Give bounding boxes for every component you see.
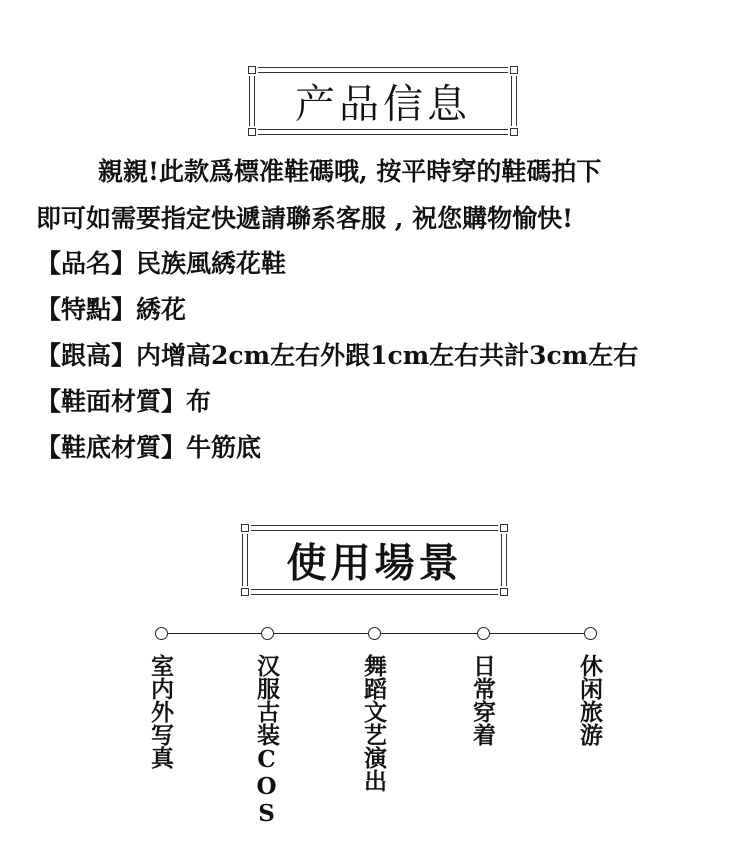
info-label: 【鞋面材質】 xyxy=(36,387,187,416)
info-label: 【跟高】 xyxy=(36,341,137,370)
scene-label: 汉服古装COS xyxy=(253,654,280,827)
intro-line-2: 即可如需要指定快遞請聯系客服 , 祝您購物愉快! xyxy=(36,204,574,233)
info-value: 牛筋底 xyxy=(186,433,262,462)
info-value: 布 xyxy=(186,387,212,416)
timeline-node xyxy=(155,627,168,640)
info-value: 綉花 xyxy=(136,295,187,324)
timeline-node xyxy=(368,627,381,640)
scene-timeline xyxy=(155,625,597,641)
info-label: 【品名】 xyxy=(36,249,137,278)
usage-scene-title-frame xyxy=(242,525,507,595)
info-row-heel-height xyxy=(36,336,638,372)
info-row-feature xyxy=(36,290,186,326)
info-row-name xyxy=(36,244,286,280)
timeline-node xyxy=(261,627,274,640)
info-row-upper-material xyxy=(36,382,211,418)
scene-label: 日常穿着 xyxy=(469,654,496,746)
scene-label: 室内外写真 xyxy=(147,654,174,769)
timeline-node xyxy=(477,627,490,640)
scene-label: 休闲旅游 xyxy=(576,654,603,746)
info-label: 【特點】 xyxy=(36,295,137,324)
info-label: 【鞋底材質】 xyxy=(36,433,187,462)
info-value: 内增高2cm左右外跟1cm左右共計3cm左右 xyxy=(136,341,639,370)
intro-line-1: 親親!此款爲標准鞋碼哦, 按平時穿的鞋碼拍下 xyxy=(98,157,602,186)
product-info-title: 产品信息 xyxy=(295,81,471,128)
product-info-title-frame xyxy=(249,67,517,135)
info-row-sole-material xyxy=(36,428,261,464)
timeline-node xyxy=(584,627,597,640)
scene-label: 舞蹈文艺演出 xyxy=(360,654,387,792)
info-value: 民族風綉花鞋 xyxy=(136,249,287,278)
usage-scene-title: 使用場景 xyxy=(286,539,463,587)
